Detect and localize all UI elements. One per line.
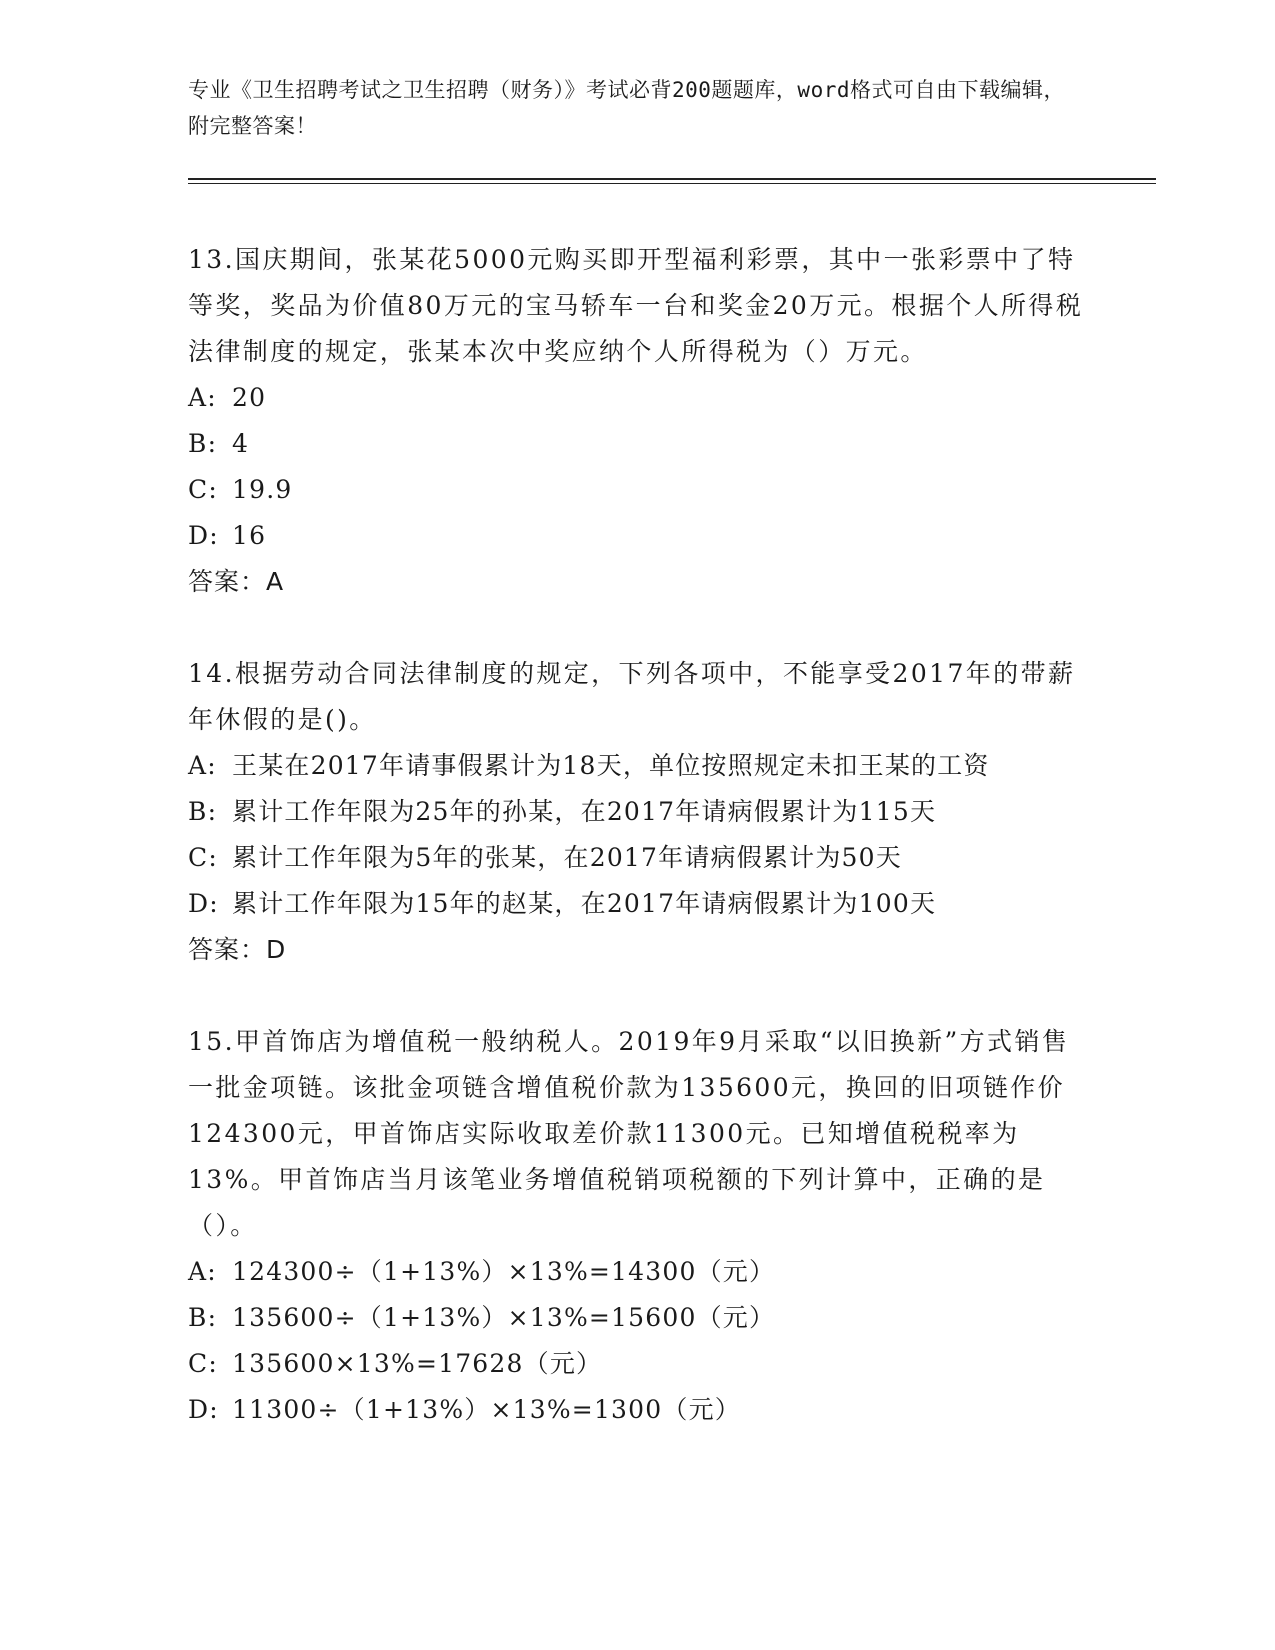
option-d — [188, 513, 1088, 559]
option-letter: B: — [188, 429, 218, 458]
option-letter: D: — [188, 889, 219, 918]
option-text: 135600×13%=17628（元） — [232, 1349, 603, 1378]
option-text: 124300÷（1+13%）×13%=14300（元） — [232, 1257, 776, 1286]
document-header: 专业《卫生招聘考试之卫生招聘（财务）》考试必背200题题库，word格式可自由下载编辑，附完整答案！ — [188, 78, 1065, 138]
answer-line: 答案：A — [188, 567, 285, 596]
header-divider-top — [188, 178, 1156, 180]
option-letter: D: — [188, 1395, 219, 1424]
option-letter: A: — [188, 383, 217, 412]
option-letter: A: — [188, 751, 217, 780]
option-b — [188, 1295, 1088, 1341]
option-a — [188, 1249, 1088, 1295]
question-14 — [188, 651, 1088, 973]
option-text: 16 — [232, 521, 267, 550]
option-b — [188, 789, 1088, 835]
option-letter: D: — [188, 521, 219, 550]
question-text: 15.甲首饰店为增值税一般纳税人。2019年9月采取“以旧换新”方式销售一批金项链。该批金项链含增值税价款为135600元，换回的旧项链作价124300元，甲首饰店实际收取差价款11300元。已知增值税税率为13%。甲首饰店当月该笔业务增值税销项税额的下列计算中，正确的是（）。 — [188, 1027, 1070, 1240]
option-text: 累计工作年限为25年的孙某，在2017年请病假累计为115天 — [232, 797, 937, 826]
option-d — [188, 1387, 1088, 1433]
option-letter: C: — [188, 843, 218, 872]
option-text: 11300÷（1+13%）×13%=1300（元） — [232, 1395, 741, 1424]
option-letter: C: — [188, 1349, 218, 1378]
option-text: 王某在2017年请事假累计为18天，单位按照规定未扣王某的工资 — [232, 751, 990, 780]
option-text: 19.9 — [232, 475, 293, 504]
option-text: 累计工作年限为15年的赵某，在2017年请病假累计为100天 — [232, 889, 937, 918]
option-text: 135600÷（1+13%）×13%=15600（元） — [232, 1303, 776, 1332]
option-a — [188, 375, 1088, 421]
option-c — [188, 835, 1088, 881]
option-text: 累计工作年限为5年的张某，在2017年请病假累计为50天 — [232, 843, 902, 872]
option-c — [188, 1341, 1088, 1387]
option-letter: A: — [188, 1257, 217, 1286]
answer-line: 答案：D — [188, 935, 287, 964]
option-letter: C: — [188, 475, 218, 504]
option-b — [188, 421, 1088, 467]
question-text: 13.国庆期间，张某花5000元购买即开型福利彩票，其中一张彩票中了特等奖，奖品为价值80万元的宝马轿车一台和奖金20万元。根据个人所得税法律制度的规定，张某本次中奖应纳个人所得税为（）万元。 — [188, 245, 1084, 366]
question-list — [188, 237, 1088, 1479]
question-15 — [188, 1019, 1088, 1433]
option-letter: B: — [188, 797, 218, 826]
option-d — [188, 881, 1088, 927]
option-c — [188, 467, 1088, 513]
option-letter: B: — [188, 1303, 218, 1332]
header-divider-bottom — [188, 183, 1156, 184]
option-text: 20 — [232, 383, 267, 412]
question-text: 14.根据劳动合同法律制度的规定，下列各项中，不能享受2017年的带薪年休假的是()。 — [188, 659, 1076, 734]
option-text: 4 — [232, 429, 250, 458]
option-a — [188, 743, 1088, 789]
question-13 — [188, 237, 1088, 605]
